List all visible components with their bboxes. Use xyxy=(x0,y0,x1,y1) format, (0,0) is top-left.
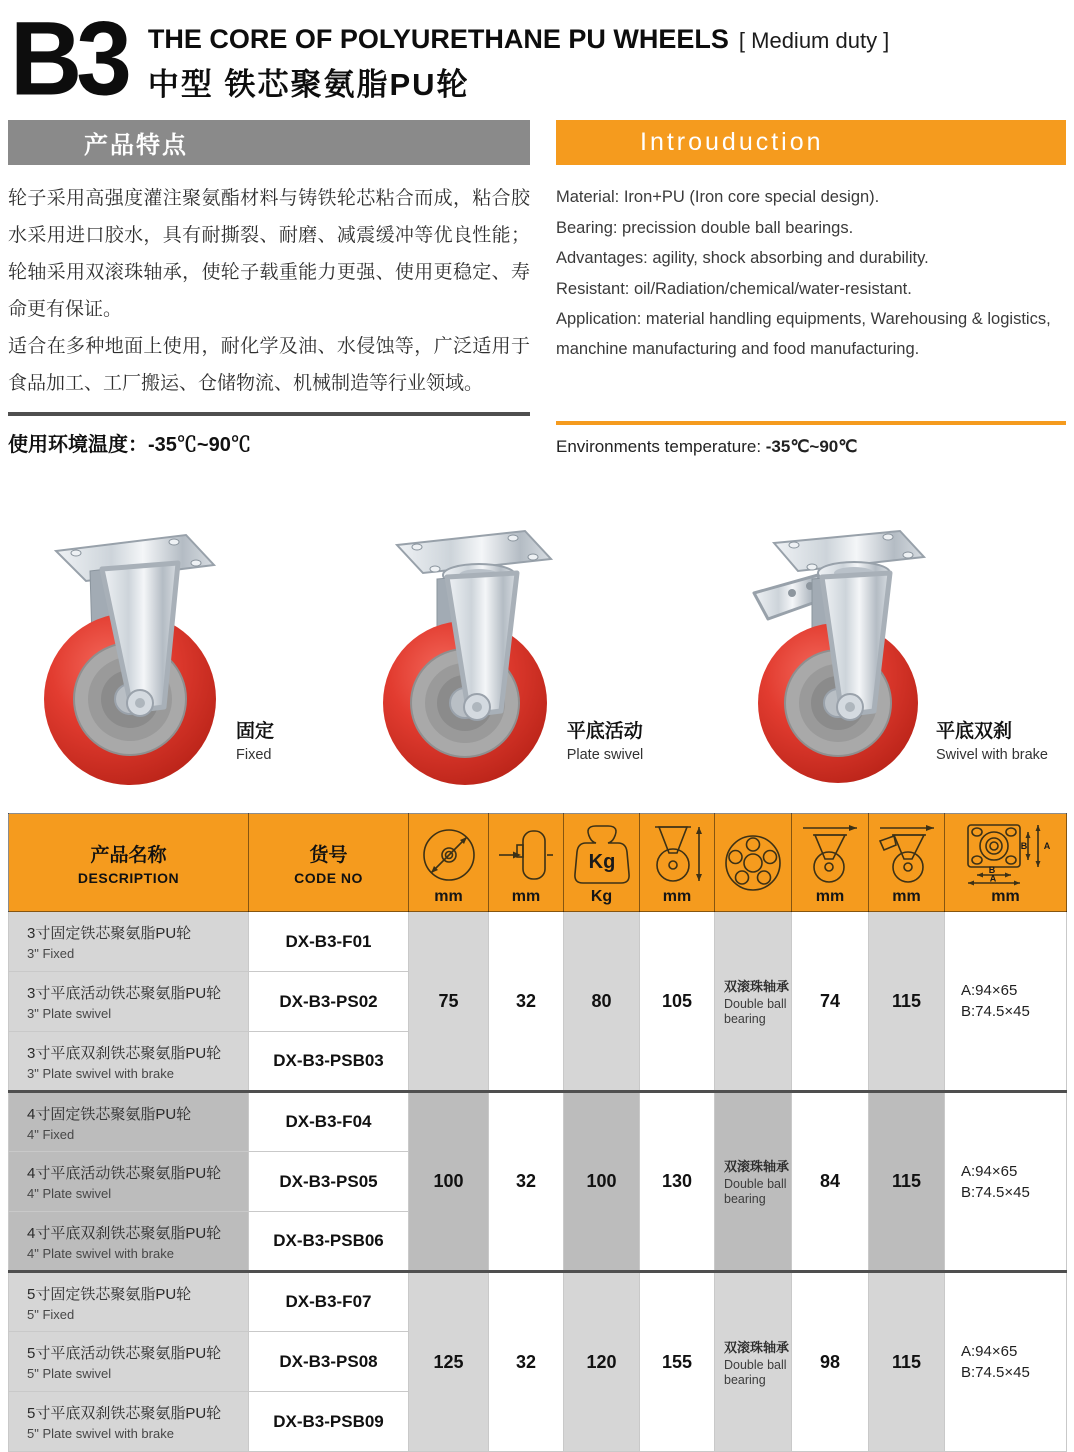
width-cell: 32 xyxy=(489,1272,564,1452)
header-code-cn: 货号 xyxy=(309,844,348,866)
swivel-radius-cell: 84 xyxy=(792,1092,869,1272)
code-cell: DX-B3-PSB03 xyxy=(249,1032,409,1092)
brake-height-cell: 115 xyxy=(869,1272,945,1452)
diameter-cell: 75 xyxy=(409,912,489,1092)
load-capacity-icon xyxy=(572,824,632,886)
brake-height-cell: 115 xyxy=(869,912,945,1092)
description-en: 3" Fixed xyxy=(27,946,75,961)
temperature-cn xyxy=(8,428,530,457)
product-swivel-brake xyxy=(734,497,1048,799)
header-mounting-height xyxy=(640,814,715,912)
product-showcase xyxy=(0,497,1074,799)
description-cn: 5寸平底活动铁芯聚氨脂PU轮 xyxy=(27,1345,222,1362)
description-cell xyxy=(9,972,249,1032)
bearing-cn: 双滚珠轴承 xyxy=(724,1159,790,1174)
description-cn: 3寸平底活动铁芯聚氨脂PU轮 xyxy=(27,985,222,1002)
duty-tag: [ Medium duty ] xyxy=(738,28,890,53)
height-cell: 155 xyxy=(640,1272,715,1452)
product-label-swivel-brake xyxy=(936,716,1048,763)
description-cell xyxy=(9,1332,249,1392)
description-en: 3" Plate swivel with brake xyxy=(27,1065,174,1081)
header-code-en: CODE NO xyxy=(294,869,363,886)
page-header xyxy=(0,0,1074,118)
features-heading: 产品特点 xyxy=(84,132,188,159)
header-brake-height xyxy=(869,814,945,912)
description-cn: 4寸平底双刹铁芯聚氨脂PU轮 xyxy=(27,1224,222,1242)
product-label-en: Fixed xyxy=(236,747,272,763)
intro-line: Resistant: oil/Radiation/chemical/water-resistant. xyxy=(556,279,912,298)
unit-label: mm xyxy=(434,887,463,905)
table-row xyxy=(9,912,1067,972)
description-cn: 3寸平底双刹铁芯聚氨脂PU轮 xyxy=(27,1044,222,1062)
code-cell: DX-B3-PS08 xyxy=(249,1332,409,1392)
code-cell: DX-B3-PSB09 xyxy=(249,1392,409,1452)
features-text xyxy=(8,180,530,402)
header-swivel-radius xyxy=(792,814,869,912)
description-en: 4" Plate swivel xyxy=(27,1186,112,1201)
svg-text:B: B xyxy=(1020,840,1027,851)
description-cell xyxy=(9,1092,249,1152)
header-wheel-width xyxy=(489,814,564,912)
unit-label: mm xyxy=(892,887,921,905)
fixed-caster-image xyxy=(34,523,230,799)
plate-size-cell xyxy=(945,1272,1067,1452)
description-en: 3" Plate swivel xyxy=(27,1006,112,1021)
description-cn: 4寸平底活动铁芯聚氨脂PU轮 xyxy=(27,1165,222,1182)
header-titles xyxy=(148,18,889,104)
description-cn: 5寸平底双刹铁芯聚氨脂PU轮 xyxy=(27,1405,222,1422)
plate-b: B:74.5×45 xyxy=(961,1183,1030,1201)
code-cell: DX-B3-F04 xyxy=(249,1092,409,1152)
description-en: 4" Fixed xyxy=(27,1126,75,1142)
header-description xyxy=(9,814,249,912)
info-columns xyxy=(0,120,1074,457)
plate-size-icon xyxy=(960,821,1052,889)
header-wheel-diameter xyxy=(409,814,489,912)
unit-label: mm xyxy=(511,887,541,905)
temperature-cn-label: 使用环境温度： xyxy=(8,434,148,456)
plate-a: A:94×65 xyxy=(961,1343,1018,1360)
double-ball-bearing-icon xyxy=(722,832,784,894)
height-cell: 130 xyxy=(640,1092,715,1272)
features-paragraph: 轮子采用高强度灌注聚氨酯材料与铸铁轮芯粘合而成，粘合胶水采用进口胶水，具有耐撕裂、耐磨、减震缓冲等优良性能；轮轴采用双滚珠轴承，使轮子载重能力更强、使用更稳定、寿命更有保证。 xyxy=(8,188,530,320)
swivel-radius-cell: 74 xyxy=(792,912,869,1092)
intro-line: Application: material handling equipments, Warehousing & logistics, manchine manufacturing and food manufacturing. xyxy=(556,310,1051,358)
bearing-cn: 双滚珠轴承 xyxy=(724,1339,790,1355)
description-cn: 3寸固定铁芯聚氨脂PU轮 xyxy=(27,925,192,942)
header-code xyxy=(249,814,409,912)
description-cell xyxy=(9,912,249,972)
bearing-cn: 双滚珠轴承 xyxy=(724,978,790,994)
unit-label: Kg xyxy=(590,887,613,905)
wheel-width-icon xyxy=(497,825,555,885)
product-label-cn: 固定 xyxy=(236,721,275,742)
intro-line: Bearing: precission double ball bearings. xyxy=(556,218,854,237)
code-cell: DX-B3-F07 xyxy=(249,1272,409,1332)
swivel-radius-cell: 98 xyxy=(792,1272,869,1452)
features-heading-bar xyxy=(8,120,530,165)
introduction-section xyxy=(556,120,1066,457)
svg-text:A: A xyxy=(1043,840,1050,851)
features-paragraph: 适合在多种地面上使用，耐化学及油、水侵蚀等，广泛适用于食品加工、工厂搬运、仓储物流、机械制造等行业领域。 xyxy=(8,336,530,394)
mounting-height-icon xyxy=(647,823,707,887)
code-cell: DX-B3-PS02 xyxy=(249,972,409,1032)
unit-label: mm xyxy=(815,887,845,905)
plate-swivel-caster-image xyxy=(365,523,561,799)
unit-label: mm xyxy=(662,887,692,905)
description-cn: 4寸固定铁芯聚氨脂PU轮 xyxy=(27,1105,192,1123)
intro-line: Advantages: agility, shock absorbing and durability. xyxy=(556,249,929,267)
header-plate-size xyxy=(945,814,1067,912)
height-cell: 105 xyxy=(640,912,715,1092)
plate-b: B:74.5×45 xyxy=(961,1003,1030,1020)
brake-height-cell: 115 xyxy=(869,1092,945,1272)
temperature-en-value: -35℃~90℃ xyxy=(765,437,858,456)
spec-table xyxy=(8,813,1067,1452)
temperature-en xyxy=(556,437,1066,457)
description-cell xyxy=(9,1272,249,1332)
product-label-cn: 平底双刹 xyxy=(935,721,1012,742)
svg-text:Kg: Kg xyxy=(588,850,615,873)
swivel-radius-icon xyxy=(799,823,861,887)
plate-b: B:74.5×45 xyxy=(961,1364,1030,1381)
introduction-heading-bar xyxy=(556,120,1066,165)
header-description-en: DESCRIPTION xyxy=(77,869,180,886)
description-cn: 5寸固定铁芯聚氨脂PU轮 xyxy=(27,1285,192,1303)
product-fixed xyxy=(34,497,274,799)
description-cell xyxy=(9,1212,249,1272)
code-cell: DX-B3-F01 xyxy=(249,912,409,972)
bearing-en: Double ball bearing xyxy=(724,1177,787,1206)
header-description-cn: 产品名称 xyxy=(90,844,167,866)
product-label-plate-swivel xyxy=(567,716,644,763)
introduction-heading: Introuduction xyxy=(640,128,824,156)
description-cell xyxy=(9,1032,249,1092)
product-label-fixed xyxy=(236,716,274,763)
brake-height-icon xyxy=(876,823,938,887)
diameter-cell: 100 xyxy=(409,1092,489,1272)
plate-a: A:94×65 xyxy=(961,982,1018,999)
divider-orange xyxy=(556,421,1066,425)
bearing-en: Double ball bearing xyxy=(724,996,787,1026)
plate-size-cell xyxy=(945,912,1067,1092)
features-section xyxy=(8,120,530,457)
table-row xyxy=(9,1092,1067,1152)
description-cell xyxy=(9,1152,249,1212)
bearing-cell xyxy=(715,912,792,1092)
width-cell: 32 xyxy=(489,1092,564,1272)
svg-text:A: A xyxy=(989,873,996,883)
bearing-cell xyxy=(715,1272,792,1452)
wheel-diameter-icon xyxy=(419,825,479,885)
temperature-cn-value: -35℃~90℃ xyxy=(148,434,251,456)
load-cell: 120 xyxy=(564,1272,640,1452)
plate-a: A:94×65 xyxy=(961,1162,1018,1180)
description-en: 4" Plate swivel with brake xyxy=(27,1245,174,1261)
product-label-en: Plate swivel xyxy=(566,747,644,763)
description-cell xyxy=(9,1392,249,1452)
model-code: B3 xyxy=(10,0,126,118)
load-cell: 100 xyxy=(564,1092,640,1272)
product-label-cn: 平底活动 xyxy=(566,721,643,742)
code-cell: DX-B3-PS05 xyxy=(249,1152,409,1212)
plate-size-cell xyxy=(945,1092,1067,1272)
brake-caster-image xyxy=(734,523,930,799)
table-header-row xyxy=(9,814,1067,912)
description-en: 5" Fixed xyxy=(27,1306,75,1322)
table-row xyxy=(9,1272,1067,1332)
title-en: THE CORE OF POLYURETHANE PU WHEELS xyxy=(147,24,729,54)
product-plate-swivel xyxy=(365,497,644,799)
divider-gray xyxy=(8,412,530,416)
product-label-en: Swivel with brake xyxy=(935,747,1048,763)
header-bearing xyxy=(715,814,792,912)
bearing-en: Double ball bearing xyxy=(724,1357,787,1387)
load-cell: 80 xyxy=(564,912,640,1092)
header-load-capacity xyxy=(564,814,640,912)
width-cell: 32 xyxy=(489,912,564,1092)
svg-text:B: B xyxy=(988,864,995,875)
description-en: 5" Plate swivel xyxy=(27,1366,112,1381)
code-cell: DX-B3-PSB06 xyxy=(249,1212,409,1272)
temperature-en-label: Environments temperature: xyxy=(556,437,766,456)
bearing-cell xyxy=(715,1092,792,1272)
diameter-cell: 125 xyxy=(409,1272,489,1452)
introduction-text xyxy=(556,183,1066,411)
intro-line: Material: Iron+PU (Iron core special design). xyxy=(556,188,880,206)
unit-label: mm xyxy=(991,887,1020,905)
description-en: 5" Plate swivel with brake xyxy=(27,1426,174,1441)
title-cn: 中型 铁芯聚氨脂PU轮 xyxy=(147,67,470,102)
